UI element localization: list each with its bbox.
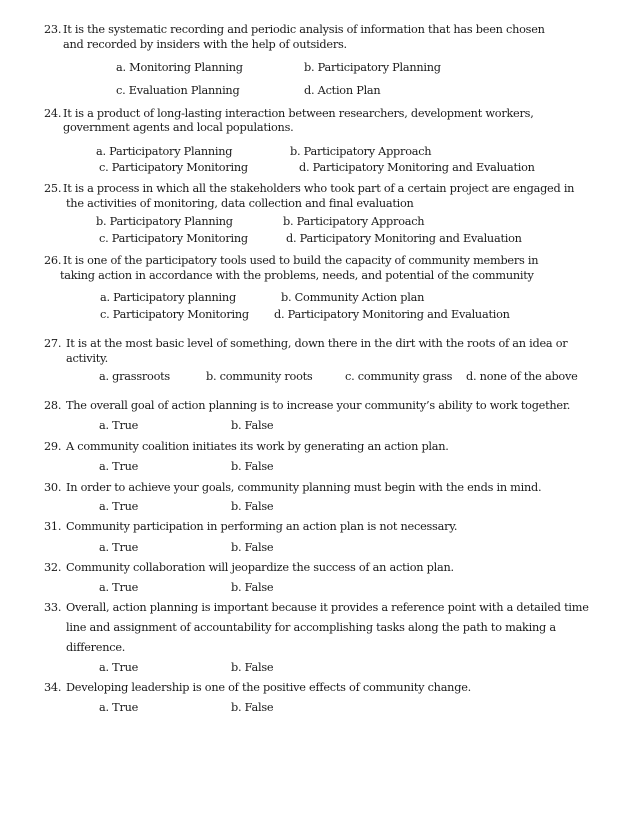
option-a[interactable]: a. True bbox=[99, 460, 139, 473]
question-text: difference. bbox=[66, 641, 126, 654]
option-a[interactable]: a. grassroots bbox=[99, 370, 170, 383]
option-a[interactable]: a. Participatory planning bbox=[100, 291, 236, 304]
question-number: 26. bbox=[44, 254, 62, 267]
option-b[interactable]: b. community roots bbox=[206, 370, 313, 383]
option-b[interactable]: b. False bbox=[231, 419, 274, 432]
option-a[interactable]: a. True bbox=[99, 581, 139, 594]
question-number: 31. bbox=[44, 520, 62, 533]
option-c[interactable]: c. Evaluation Planning bbox=[116, 84, 240, 97]
question-text: It is at the most basic level of something, down there in the dirt with the roots of an idea or bbox=[66, 337, 568, 350]
question-number: 32. bbox=[44, 561, 62, 574]
option-b[interactable]: b. False bbox=[231, 541, 274, 554]
option-a[interactable]: a. Monitoring Planning bbox=[116, 61, 243, 74]
option-c[interactable]: c. Participatory Monitoring bbox=[99, 161, 248, 174]
option-d[interactable]: d. Action Plan bbox=[304, 84, 381, 97]
question-number: 24. bbox=[44, 107, 62, 120]
question-number: 27. bbox=[44, 337, 62, 350]
question-text: Community participation in performing an action plan is not necessary. bbox=[66, 520, 458, 533]
question-text: the activities of monitoring, data collection and final evaluation bbox=[66, 197, 414, 210]
question-number: 23. bbox=[44, 23, 62, 36]
question-text: and recorded by insiders with the help of outsiders. bbox=[63, 38, 347, 51]
question-number: 30. bbox=[44, 481, 62, 494]
question-text: In order to achieve your goals, community planning must begin with the ends in mind. bbox=[66, 481, 542, 494]
option-b[interactable]: b. False bbox=[231, 581, 274, 594]
question-text: It is the systematic recording and periodic analysis of information that has been chosen bbox=[63, 23, 545, 36]
question-text: activity. bbox=[66, 352, 108, 365]
option-c[interactable]: c. community grass bbox=[345, 370, 453, 383]
option-a[interactable]: a. True bbox=[99, 541, 139, 554]
question-number: 34. bbox=[44, 681, 62, 694]
question-text: taking action in accordance with the problems, needs, and potential of the community bbox=[60, 269, 534, 282]
option-b[interactable]: b. False bbox=[231, 701, 274, 714]
question-text: government agents and local populations. bbox=[63, 121, 294, 134]
question-text: It is a product of long-lasting interaction between researchers, development workers, bbox=[63, 107, 534, 120]
question-text: Community collaboration will jeopardize the success of an action plan. bbox=[66, 561, 454, 574]
option-d[interactable]: d. none of the above bbox=[466, 370, 578, 383]
question-text: It is a process in which all the stakeholders who took part of a certain project are engaged in bbox=[63, 182, 575, 195]
question-text: line and assignment of accountability for accomplishing tasks along the path to making a bbox=[66, 621, 556, 634]
option-b[interactable]: b. Participatory Planning bbox=[304, 61, 441, 74]
option-b[interactable]: b. Community Action plan bbox=[281, 291, 425, 304]
question-text: The overall goal of action planning is to increase your community’s ability to work together. bbox=[66, 399, 571, 412]
option-b[interactable]: b. Participatory Approach bbox=[283, 215, 425, 228]
option-a[interactable]: b. Participatory Planning bbox=[96, 215, 233, 228]
option-c[interactable]: c. Participatory Monitoring bbox=[99, 232, 248, 245]
question-text: It is one of the participatory tools used to build the capacity of community members in bbox=[63, 254, 539, 267]
question-number: 28. bbox=[44, 399, 62, 412]
option-b[interactable]: b. Participatory Approach bbox=[290, 145, 432, 158]
option-a[interactable]: a. True bbox=[99, 500, 139, 513]
option-d[interactable]: d. Participatory Monitoring and Evaluation bbox=[274, 308, 510, 321]
option-b[interactable]: b. False bbox=[231, 661, 274, 674]
option-a[interactable]: a. True bbox=[99, 701, 139, 714]
option-c[interactable]: c. Participatory Monitoring bbox=[100, 308, 249, 321]
option-a[interactable]: a. Participatory Planning bbox=[96, 145, 233, 158]
question-number: 25. bbox=[44, 182, 62, 195]
option-a[interactable]: a. True bbox=[99, 661, 139, 674]
option-d[interactable]: d. Participatory Monitoring and Evaluation bbox=[299, 161, 535, 174]
question-text: Developing leadership is one of the positive effects of community change. bbox=[66, 681, 471, 694]
question-number: 29. bbox=[44, 440, 62, 453]
question-text: Overall, action planning is important because it provides a reference point with a detailed time bbox=[66, 601, 589, 614]
question-number: 33. bbox=[44, 601, 62, 614]
question-text: A community coalition initiates its work by generating an action plan. bbox=[66, 440, 449, 453]
option-d[interactable]: d. Participatory Monitoring and Evaluation bbox=[286, 232, 522, 245]
option-b[interactable]: b. False bbox=[231, 460, 274, 473]
option-a[interactable]: a. True bbox=[99, 419, 139, 432]
option-b[interactable]: b. False bbox=[231, 500, 274, 513]
